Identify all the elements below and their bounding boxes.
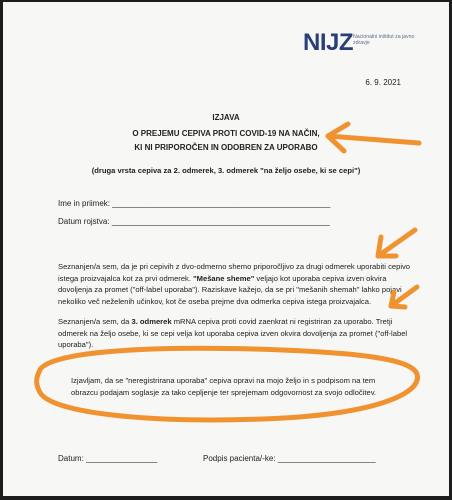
name-line: _________________________________________________	[112, 199, 331, 208]
title-line-2: O PREJEMU CEPIVA PROTI COVID-19 NA NAČIN,	[132, 129, 320, 138]
logo-subtitle: Nacionalni inštitut za javno zdravje	[353, 34, 415, 47]
paragraph-mixed-schemes: Seznanjen/a sem, da je pri cepivih z dvo-odmerno shemo priporočljivo za drugi odmerek uporabiti cepivo istega proizvajalca kot za prvi odmerek. "Mešane sheme" veljajo kot uporaba cepiva izven okvira dovoljenja za promet ("off-label uporaba"). Raziskave kažejo, da se pri "mešanih shemah" lahko pojavi nekoliko več neželenih učinkov, kot če oseba prejme dva odmerka cepiva istega proizvajalca.	[58, 262, 411, 306]
title-subtitle: (druga vrsta cepiva za 2. odmerek, 3. odmerek "na željo osebe, ki se cepi")	[91, 166, 361, 175]
paragraph-third-dose: Seznanjen/a sem, da 3. odmerek mRNA cepiva proti covid zaenkrat ni registriran za uporabo. Tretji odmerek na željo osebe, ki se cepi velja kot uporaba cepiva izven okvira dovoljenja za promet ("off-label uporaba").	[58, 317, 408, 349]
name-label: Ime in priimek:	[58, 199, 111, 208]
footer-date-line: ________________	[86, 454, 158, 463]
document-date: 6. 9. 2021	[365, 78, 401, 87]
document-page	[3, 2, 449, 496]
title-line-3: KI NI PRIPOROČEN IN ODOBREN ZA UPORABO	[134, 143, 318, 152]
annotation-overlay	[3, 2, 449, 496]
signature-line: ______________________	[277, 454, 376, 463]
footer-date-label: Datum:	[58, 454, 84, 463]
arrow-icon	[328, 124, 419, 151]
arrow-icon	[378, 230, 415, 256]
dob-line: _________________________________________________	[111, 217, 330, 226]
dob-label: Datum rojstva:	[58, 217, 110, 226]
document-title: IZJAVA	[212, 113, 240, 122]
arrow-icon	[391, 287, 417, 307]
logo-mark: NIJZ	[303, 29, 354, 56]
signature-label: Podpis pacienta/-ke:	[203, 454, 276, 463]
circled-declaration	[37, 348, 418, 420]
paragraph-declaration: Izjavljam, da se "neregistrirana uporaba" cepiva opravi na mojo željo in s podpisom na tem obrazcu podajam soglasje za tako cepljenje ter sprejemam odgovornost za svojo odločitev.	[71, 376, 377, 397]
